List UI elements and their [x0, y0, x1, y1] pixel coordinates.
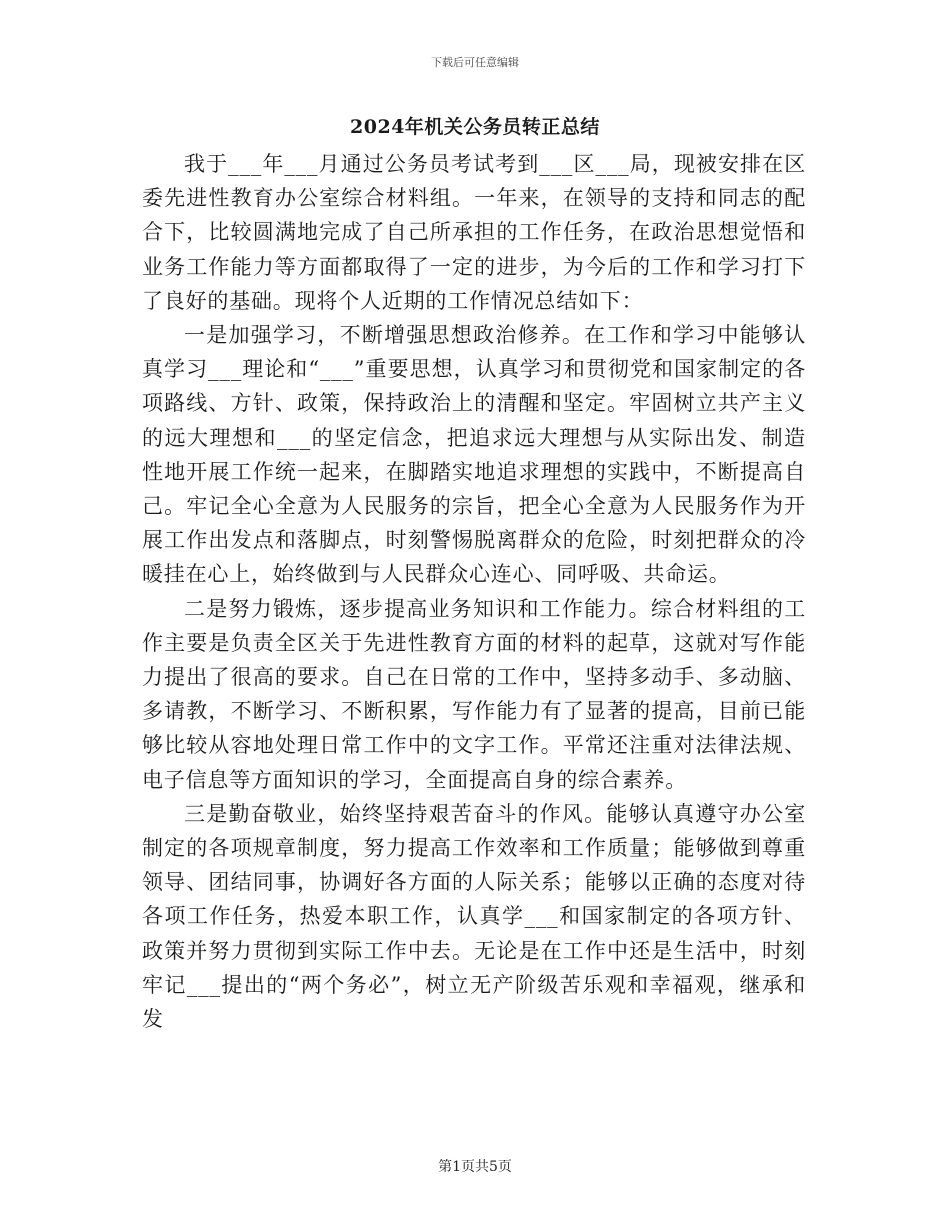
paragraph-intro: 我于___年___月通过公务员考试考到___区___局，现被安排在区委先进性教育办公室综合材料组。一年来，在领导的支持和同志的配合下，比较圆满地完成了自己所承担的工作任务，在政治思想觉悟和业务工作能力等方面都取得了一定的进步，为今后的工作和学习打下了良好的基础。现将个人近期的工作情况总结如下： — [142, 152, 806, 313]
page-header-note: 下载后可任意编辑 — [431, 56, 519, 69]
paragraph-diligence: 三是勤奋敬业，始终坚持艰苦奋斗的作风。能够认真遵守办公室制定的各项规章制度，努力提高工作效率和工作质量；能够做到尊重领导、团结同事，协调好各方面的人际关系；能够以正确的态度对待各项工作任务，热爱本职工作，认真学___和国家制定的各项方针、政策并努力贯彻到实际工作中去。无论是在工作中还是生活中，时刻牢记___提出的“两个务必”，树立无产阶级苦乐观和幸福观，继承和发 — [142, 801, 806, 1032]
document-body — [142, 147, 806, 1036]
paragraph-training: 二是努力锻炼，逐步提高业务知识和工作能力。综合材料组的工作主要是负责全区关于先进性教育方面的材料的起草，这就对写作能力提出了很高的要求。自己在日常的工作中，坚持多动手、多动脑、多请教，不断学习、不断积累，写作能力有了显著的提高，目前已能够比较从容地处理日常工作中的文字工作。平常还注重对法律法规、电子信息等方面知识的学习，全面提高自身的综合素养。 — [142, 596, 806, 792]
document-title: 2024年机关公务员转正总结 — [350, 116, 600, 138]
paragraph-study: 一是加强学习，不断增强思想政治修养。在工作和学习中能够认真学习___理论和“___”重要思想，认真学习和贯彻党和国家制定的各项路线、方针、政策，保持政治上的清醒和坚定。牢固树立共产主义的远大理想和___的坚定信念，把追求远大理想与从实际出发、制造性地开展工作统一起来，在脚踏实地追求理想的实践中，不断提高自己。牢记全心全意为人民服务的宗旨，把全心全意为人民服务作为开展工作出发点和落脚点，时刻警惕脱离群众的危险，时刻把群众的冷暖挂在心上，始终做到与人民群众心连心、同呼吸、共命运。 — [142, 323, 806, 587]
page-number: 第1页共5页 — [438, 1159, 512, 1175]
